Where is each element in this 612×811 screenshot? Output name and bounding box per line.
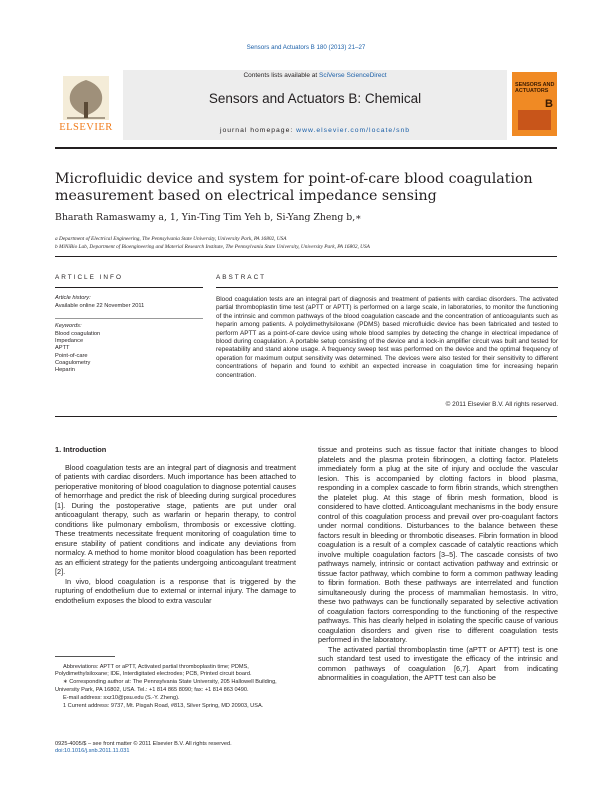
cover-image: [518, 110, 551, 130]
front-matter: [55, 741, 296, 755]
contents-line: [123, 72, 507, 79]
doi-link[interactable]: doi:10.1016/j.snb.2011.11.031: [55, 748, 130, 755]
journal-title: Sensors and Actuators B: Chemical: [208, 91, 422, 106]
sciencedirect-link[interactable]: SciVerse ScienceDirect: [318, 72, 387, 79]
section-heading: 1. Introduction: [55, 445, 107, 454]
keyword-item: Coagulometry: [55, 359, 91, 366]
footnote-rule: [55, 656, 115, 657]
journal-cover: [512, 72, 557, 136]
current-address-note: 1 Current address: 9737, Mt. Pisgah Road, #813, Silver Spring, MD 20903, USA.: [63, 703, 264, 710]
masthead-rule: [55, 147, 557, 149]
contents-prefix: Contents lists available at: [243, 72, 318, 79]
body-right-column: [318, 445, 558, 683]
publisher-name: ELSEVIER: [59, 122, 113, 133]
homepage-prefix: journal homepage:: [219, 127, 294, 134]
corresponding-note: ∗ Corresponding author at: The Pennsylvania State University, 205 Hallowell Building, University Park, PA 16802, USA. Tel.: +1 814 865 8090; fax: +1 814 863 0490.: [55, 679, 277, 693]
abstract-bottom-rule: [55, 416, 557, 417]
author-list: Bharath Ramaswamy a, 1, Yin-Ting Tim Yeh b, Si-Yang Zheng b,∗: [55, 212, 362, 223]
copyright-line: © 2011 Elsevier B.V. All rights reserved.: [445, 401, 558, 408]
paragraph: The activated partial thromboplastin time (aPTT or APTT) test is one such standard test used to investigate the efficacy of the intrinsic and common pathways of coagulation [6,7]. Apart from indicating abnormalities in coagulation, the APTT test can also be: [318, 644, 558, 682]
affiliation-b: b MiNiBio Lab, Department of Bioengineering and Material Research Institute, The Pennsylvania State University, University Park, PA 16802, USA: [55, 244, 370, 250]
article-info-heading: ARTICLE INFO: [55, 274, 123, 281]
abstract-rule: [216, 287, 558, 288]
abstract-heading: ABSTRACT: [216, 274, 267, 281]
homepage-link[interactable]: www.elsevier.com/locate/snb: [296, 127, 411, 134]
affiliation-a: a Department of Electrical Engineering, The Pennsylvania State University, University Park, PA 16802, USA: [55, 236, 287, 242]
keywords-label: Keywords:: [55, 323, 82, 329]
keywords-list: [55, 331, 100, 374]
keyword-item: APTT: [55, 345, 70, 352]
history-label: Article history:: [55, 295, 91, 301]
abstract-text: Blood coagulation tests are an integral part of diagnosis and treatment of patients with cardiac disorders. The activated partial thromboplastin time test (aPTT or APTT) is performed on a large scale, in laboratories, to monitor the functioning of the intrinsic and common pathways of the blood coagulation cascade and the concentration of anticoagulants such as heparin among patients. A polydimethylsiloxane (PDMS) based microfluidic device has been fabricated and tested to perform APTT as a point-of-care device using whole blood samples by detecting the change in electrical impedance of blood during coagulation. A portable setup consisting of the device and a lock-in amplifier circuit was built and tested for repeatability and stand alone usage. A frequency sweep test was performed on the device and the optimal frequency of operation for maximum output sensitivity was determined. The devices were also tested for their sensitivity to different concentrations of heparin and found to exhibit an expected increase in coagulation time for increasing heparin concentration.: [216, 296, 558, 379]
history-value: Available online 22 November 2011: [55, 303, 145, 309]
keyword-item: Point-of-care: [55, 352, 88, 359]
article-info-rule: [55, 287, 203, 288]
email-note[interactable]: E-mail address: sxz10@psu.edu (S.-Y. Zheng).: [63, 694, 180, 701]
cover-title: SENSORS AND ACTUATORS: [515, 82, 555, 94]
journal-citation[interactable]: Sensors and Actuators B 180 (2013) 21–27: [246, 44, 366, 51]
paragraph: tissue and proteins such as tissue factor that initiate changes to blood platelets and the plasma protein fibrinogen, a clotting factor. Platelets immediately form a plug at the site of injury and occlude the vascular lesion. This is accompanied by clotting factors in blood plasma, responding in a complex cascade to form fibrin strands, which strengthen the platelet plug. At this stage of fibrin mesh formation, blood is considered to have clotted. Anticoagulant mechanisms in the body ensure control of this coagulation process and prevail over pro-coagulant factors under normal conditions. Disturbances to the balance between these factors result in bleeding or thrombotic diseases. Fibrin formation in blood coagulation is a result of a complex cascade of catalytic reactions which involve multiple coagulation factors [3–5]. The cascade consists of two pathways namely, intrinsic or contact activation pathway and extrinsic or tissue factor pathway, which combine to form a common pathway leading to fibrin formation. Both these pathways are interrelated and function simultaneously during the process of mammalian hemostasis. In vitro, these two pathways can be functionally separated by selective activation of coagulation factors corresponding to the functioning of the respective pathways. This has clearly helped in isolating the specific cause of various coagulation disorders and given rise to different coagulation tests performed in the laboratory.: [318, 445, 558, 644]
abbreviations-note: Abbreviations: APTT or aPTT, Activated partial thromboplastin time; PDMS, Polydimethylsiloxane; IDE, Interdigitated electrodes; PCB, Printed circuit board.: [55, 664, 252, 678]
title-rule: [55, 256, 557, 257]
elsevier-logo: [55, 72, 117, 136]
keyword-item: Heparin: [55, 367, 75, 374]
keywords-rule: [55, 318, 203, 319]
keyword-item: Impedance: [55, 338, 84, 345]
journal-homepage: [123, 127, 507, 134]
paragraph: Blood coagulation tests are an integral part of diagnosis and treatment of patients with cardiac disorders. Much importance has been attached to perioperative monitoring of blood coagulation to diagnose potential causes of hemorrhage and predict the risk of bleeding during surgical procedures [1]. During the postoperative stage, patients are put under oral anticoagulant therapy, such as warfarin or heparin therapy, to control conditions like pulmonary embolism, thrombosis or excessive clotting. These treatments necessitate frequent monitoring of coagulation time to ensure stability of patient conditions and indicate any deviations from normalcy. A method to home monitor blood coagulation has been reported as an efficient strategy for the patients undergoing anticoagulant treatment [2].: [55, 462, 296, 576]
cover-letter: B: [545, 98, 553, 110]
paragraph: In vivo, blood coagulation is a response that is triggered by the rupturing of endothelium due to external or internal injury. The damage to endothelium exposes the blood to extra vascular: [55, 576, 296, 605]
body-left-column: [55, 445, 296, 605]
issn-line: 0925-4005/$ – see front matter © 2011 Elsevier B.V. All rights reserved.: [55, 741, 232, 747]
article-title: Microfluidic device and system for point-of-care blood coagulation measurement based on electrical impedance sensing: [55, 171, 533, 204]
footnotes: [55, 664, 296, 711]
keyword-item: Blood coagulation: [55, 331, 101, 337]
